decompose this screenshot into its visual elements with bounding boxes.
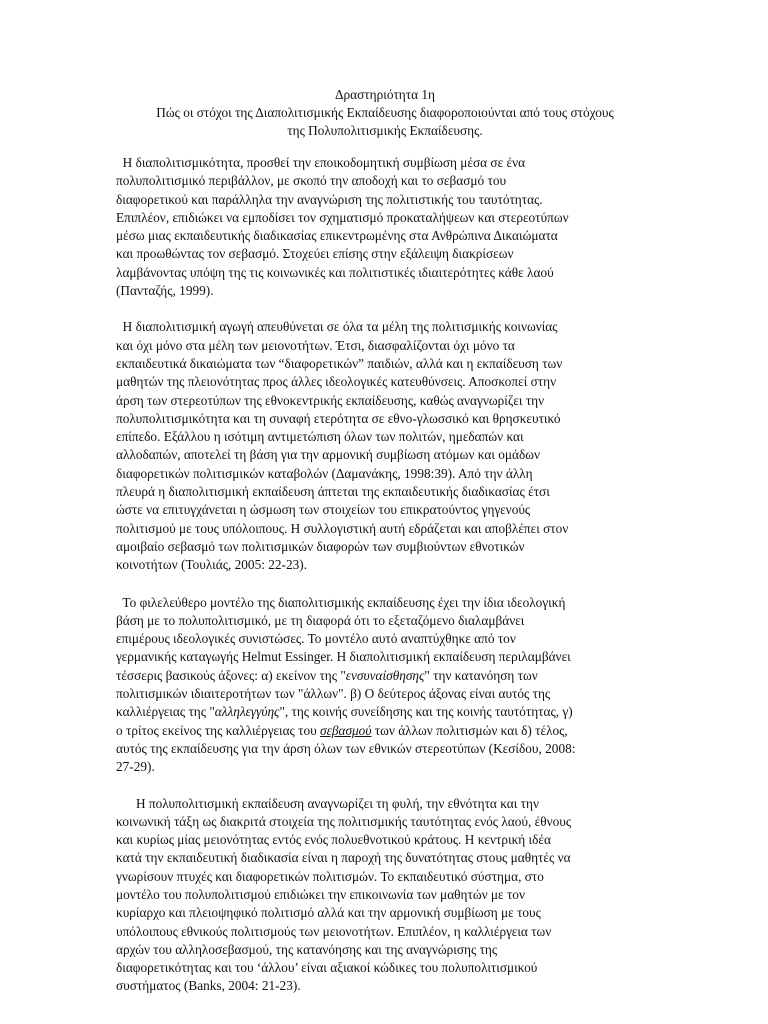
paragraph-line: κοινωνική τάξη ως διακριτά στοιχεία της πολιτισμικής ταυτότητας ενός λαού, έθνους bbox=[116, 813, 572, 829]
paragraph-line: Το φιλελεύθερο μοντέλο της διαπολιτισμικής εκπαίδευσης έχει την ίδια ιδεολογική bbox=[116, 594, 566, 610]
paragraph-line: πολυπολιτισμικότητα και τη συναφή ετερότητα σε εθνο-γλωσσικό και θρησκευτικό bbox=[116, 410, 561, 426]
paragraph-line: 27-29). bbox=[116, 759, 155, 775]
paragraph-line: κοινοτήτων (Τουλιάς, 2005: 22-23). bbox=[116, 557, 308, 573]
paragraph-line: Η πολυπολιτισμική εκπαίδευση αναγνωρίζει τη φυλή, την εθνότητα και την bbox=[116, 795, 539, 811]
paragraph-line: διαφορετικότητας και του ‘άλλου’ είναι αξιακοί κώδικες του πολυπολιτισμικού bbox=[116, 960, 538, 976]
paragraph-line: και προωθώντας τον σεβασμό. Στοχεύει επίσης στην εξάλειψη διακρίσεων bbox=[116, 246, 514, 262]
paragraph-line: βάση με το πολυπολιτισμικό, με τη διαφορά ότι το εξεταζόμενο διαλαμβάνει bbox=[116, 612, 525, 628]
paragraph-line: γνωρίσουν πτυχές και διαφορετικών πολιτισμών. Το εκπαιδευτικό σύστημα, στο bbox=[116, 868, 544, 884]
paragraph-line: αμοιβαίο σεβασμό των πολιτισμικών διαφορών των συμβιούντων εθνοτικών bbox=[116, 538, 525, 554]
activity-heading: Δραστηριότητα 1η bbox=[334, 87, 435, 102]
paragraph-line: και όχι μόνο στα μέλη των μειονοτήτων. Έτσι, διασφαλίζονται όχι μόνο τα bbox=[116, 337, 515, 353]
paragraph-interculturalism bbox=[116, 154, 654, 300]
paragraph-line: Η διαπολιτισμικότητα, προσθεί την εποικοδομητική συμβίωση μέσα σε ένα bbox=[116, 155, 526, 170]
paragraph-line: λαμβάνοντας υπόψη της τις κοινωνικές και πολιτιστικές ιδιαιτερότητες κάθε λαού bbox=[116, 264, 554, 280]
title-line-2: Πώς οι στόχοι της Διαπολιτισμικής Εκπαίδευσης διαφοροποιούνται από τους στόχους bbox=[156, 105, 614, 120]
paragraph-line: αυτός της εκπαίδευσης για την άρση όλων των εθνικών στερεοτύπων (Κεσίδου, 2008: bbox=[116, 740, 576, 756]
paragraph-line: άρση των στερεοτύπων της εθνοκεντρικής εκπαίδευσης, καθώς αναγνωρίζει την bbox=[116, 392, 545, 408]
paragraph-line: μαθητών της πλειονότητας προς άλλες ιδεολογικές κατευθύνσεις. Αποσκοπεί στην bbox=[116, 374, 557, 390]
paragraph-multicultural-education bbox=[116, 795, 654, 996]
paragraph-line: κατά την εκπαιδευτική διαδικασία είναι η παροχή της δυνατότητας στους μαθητές να bbox=[116, 850, 571, 866]
paragraph-line: υπόλοιπους εθνικούς πολιτισμούς των μειονοτήτων. Επιπλέον, η καλλιέργεια των bbox=[116, 923, 552, 939]
emphasis-respect: σεβασμού bbox=[320, 722, 372, 738]
paragraph-line: μέσω μιας εκπαιδευτικής διαδικασίας επικεντρωμένης στα Ανθρώπινα Δικαιώματα bbox=[116, 228, 558, 244]
paragraph-line: ώστε να επιτυγχάνεται η ώσμωση των στοιχείων του επικρατούντος γηγενούς bbox=[116, 502, 531, 518]
paragraph-line: διαφορετικών πολιτισμικών καταβολών (Δαμανάκης, 1998:39). Από την άλλη bbox=[116, 465, 533, 481]
document-page bbox=[116, 86, 654, 996]
paragraph-intercultural-education bbox=[116, 318, 654, 574]
paragraph-line: εκπαιδευτικά δικαιώματα των “διαφορετικών” παιδιών, αλλά και η εκπαίδευση των bbox=[116, 355, 563, 371]
paragraph-line: διαφορετικού και παράλληλα την αναγνώριση της πολιτιστικής του ταυτότητας. bbox=[116, 191, 543, 207]
emphasis-empathy: ενσυναίσθησης bbox=[345, 667, 425, 683]
paragraph-line: πολιτισμού με τους υπόλοιπους. Η συλλογιστική αυτή εδράζεται και αποβλέπει στον bbox=[116, 520, 569, 536]
paragraph-line: καλλιέργειας της "αλληλεγγύης", της κοινής συνείδησης και της κοινής ταυτότητας, γ) bbox=[116, 704, 573, 720]
paragraph-line: μοντέλο του πολυπολιτισμού επιδιώκει την επικοινωνία των μαθητών με τον bbox=[116, 886, 525, 902]
paragraph-line: Επιπλέον, επιδιώκει να εμποδίσει τον σχηματισμό προκαταλήψεων και στερεοτύπων bbox=[116, 209, 569, 225]
paragraph-line: αλλοδαπών, αποτελεί τη βάση για την αρμονική συμβίωση ατόμων και ομάδων bbox=[116, 447, 541, 463]
paragraph-line: επίπεδο. Εξάλλου η ισότιμη αντιμετώπιση όλων των πολιτών, ημεδαπών και bbox=[116, 429, 524, 445]
paragraph-line: αρχών του αλληλοσεβασμού, της κατανόησης και της αναγνώρισης της bbox=[116, 941, 498, 957]
paragraph-line: πολιτισμικών ιδιαιτεροτήτων των "άλλων". β) Ο δεύτερος άξονας είναι αυτός της bbox=[116, 686, 551, 702]
paragraph-line: επιμέρους ιδεολογικές συνιστώσες. Το μοντέλο αυτό αναπτύχθηκε από τον bbox=[116, 631, 516, 647]
paragraph-line: τέσσερις βασικούς άξονες: α) εκείνον της "ενσυναίσθησης" την κατανόηση των bbox=[116, 667, 538, 683]
paragraph-line: γερμανικής καταγωγής Helmut Essinger. Η διαπολιτισμική εκπαίδευση περιλαμβάνει bbox=[116, 649, 571, 665]
paragraph-line: κυρίαρχο και πλειοψηφικό πολιτισμό αλλά και την αρμονική συμβίωση με τους bbox=[116, 905, 541, 921]
document-title bbox=[116, 86, 654, 140]
paragraph-line: και κυρίως μίας μειονότητας εντός ενός πολυεθνοτικού κράτους. Η κεντρική ιδέα bbox=[116, 832, 551, 848]
paragraph-line: Η διαπολιτισμική αγωγή απευθύνεται σε όλα τα μέλη της πολιτισμικής κοινωνίας bbox=[116, 319, 558, 335]
title-line-3: της Πολυπολιτισμικής Εκπαίδευσης. bbox=[287, 123, 483, 138]
paragraph-line: (Πανταζής, 1999). bbox=[116, 283, 214, 299]
emphasis-solidarity: αλληλεγγύης bbox=[214, 704, 280, 720]
paragraph-liberal-model bbox=[116, 594, 654, 777]
paragraph-line: ο τρίτος εκείνος της καλλιέργειας του σεβασμού των άλλων πολιτισμών και δ) τέλος, bbox=[116, 722, 568, 738]
paragraph-line: συστήματος (Banks, 2004: 21-23). bbox=[116, 978, 301, 994]
paragraph-line: πλευρά η διαπολιτισμική εκπαίδευση άπτεται της εκπαιδευτικής διαδικασίας έτσι bbox=[116, 484, 550, 500]
paragraph-line: πολυπολιτισμικό περιβάλλον, με σκοπό την αποδοχή και το σεβασμό του bbox=[116, 173, 507, 189]
